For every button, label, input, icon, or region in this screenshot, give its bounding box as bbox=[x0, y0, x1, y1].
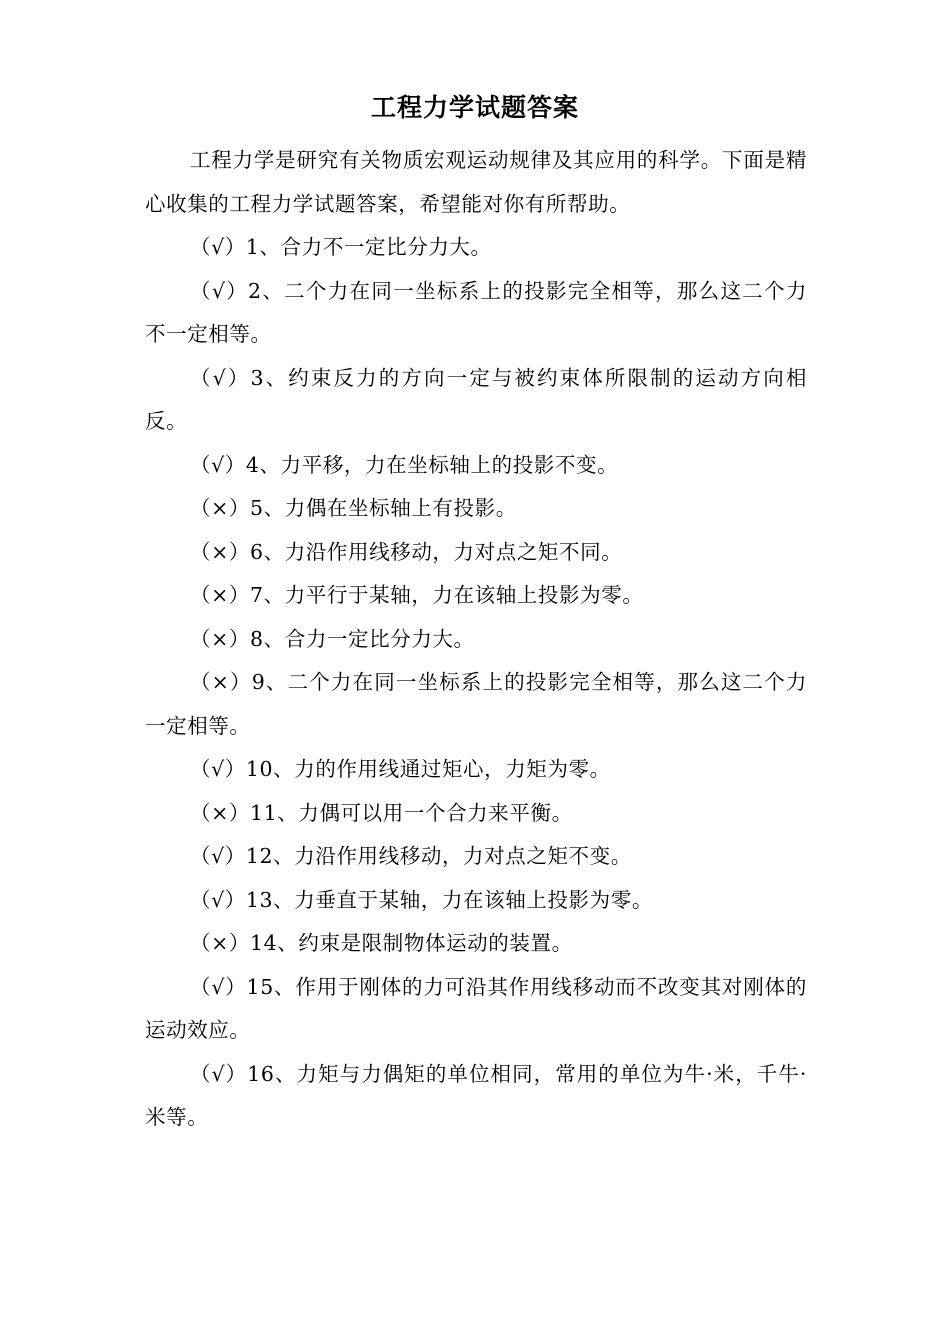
answer-text: 5、力偶在坐标轴上有投影。 bbox=[249, 496, 517, 520]
answer-item bbox=[145, 357, 807, 444]
answer-mark: （√） bbox=[190, 278, 249, 303]
answer-item bbox=[145, 574, 807, 618]
answer-text: 7、力平行于某轴，力在该轴上投影为零。 bbox=[249, 583, 644, 607]
answer-item bbox=[145, 487, 807, 531]
answer-item bbox=[145, 618, 807, 662]
answer-text: 16、力矩与力偶矩的单位相同，常用的单位为牛·米，千牛·米等。 bbox=[145, 1061, 807, 1129]
answer-mark: （√） bbox=[190, 757, 246, 781]
document-body bbox=[145, 139, 807, 1140]
answer-item bbox=[145, 835, 807, 879]
answer-mark: （√） bbox=[190, 887, 246, 912]
answer-mark: （×） bbox=[190, 626, 250, 651]
answer-item bbox=[145, 531, 807, 575]
answer-mark: （√） bbox=[190, 365, 251, 390]
answer-text: 4、力平移，力在坐标轴上的投影不变。 bbox=[245, 452, 619, 477]
answer-item bbox=[145, 444, 807, 488]
answer-item bbox=[145, 226, 807, 270]
answer-item bbox=[145, 792, 807, 836]
answer-mark: （×） bbox=[190, 496, 250, 520]
answer-item bbox=[145, 879, 807, 923]
answer-mark: （×） bbox=[190, 931, 250, 955]
answer-item bbox=[145, 922, 807, 966]
answer-mark: （√） bbox=[190, 1061, 248, 1086]
answer-mark: （√） bbox=[190, 844, 246, 868]
answer-mark: （√） bbox=[190, 235, 246, 259]
document-title: 工程力学试题答案 bbox=[370, 93, 579, 122]
answer-text: 8、合力一定比分力大。 bbox=[249, 626, 475, 651]
answer-list bbox=[145, 226, 807, 1140]
answer-text: 9、二个力在同一坐标系上的投影完全相等，那么这二个力一定相等。 bbox=[145, 670, 807, 738]
answer-text: 15、作用于刚体的力可沿其作用线移动而不改变其对刚体的运动效应。 bbox=[145, 974, 807, 1042]
answer-text: 11、力偶可以用一个合力来平衡。 bbox=[249, 800, 573, 825]
answer-mark: （×） bbox=[190, 670, 252, 694]
answer-text: 14、约束是限制物体运动的装置。 bbox=[249, 931, 573, 955]
answer-text: 12、力沿作用线移动，力对点之矩不变。 bbox=[245, 844, 632, 868]
answer-text: 13、力垂直于某轴，力在该轴上投影为零。 bbox=[245, 887, 653, 912]
answer-text: 6、力沿作用线移动，力对点之矩不同。 bbox=[249, 539, 623, 564]
answer-mark: （×） bbox=[190, 539, 250, 564]
answer-mark: （×） bbox=[190, 583, 250, 607]
answer-text: 2、二个力在同一坐标系上的投影完全相等，那么这二个力不一定相等。 bbox=[145, 278, 807, 346]
answer-text: 1、合力不一定比分力大。 bbox=[245, 235, 492, 259]
answer-mark: （√） bbox=[190, 974, 247, 999]
answer-text: 10、力的作用线通过矩心，力矩为零。 bbox=[245, 757, 611, 781]
answer-item bbox=[145, 1053, 807, 1140]
answer-mark: （√） bbox=[190, 452, 246, 477]
answer-item bbox=[145, 661, 807, 748]
answer-mark: （×） bbox=[190, 800, 250, 825]
intro-paragraph: 工程力学是研究有关物质宏观运动规律及其应用的科学。下面是精心收集的工程力学试题答案，希望能对你有所帮助。 bbox=[145, 148, 807, 216]
answer-text: 3、约束反力的方向一定与被约束体所限制的运动方向相反。 bbox=[145, 365, 807, 433]
answer-item bbox=[145, 270, 807, 357]
answer-item bbox=[145, 748, 807, 792]
answer-item bbox=[145, 966, 807, 1053]
